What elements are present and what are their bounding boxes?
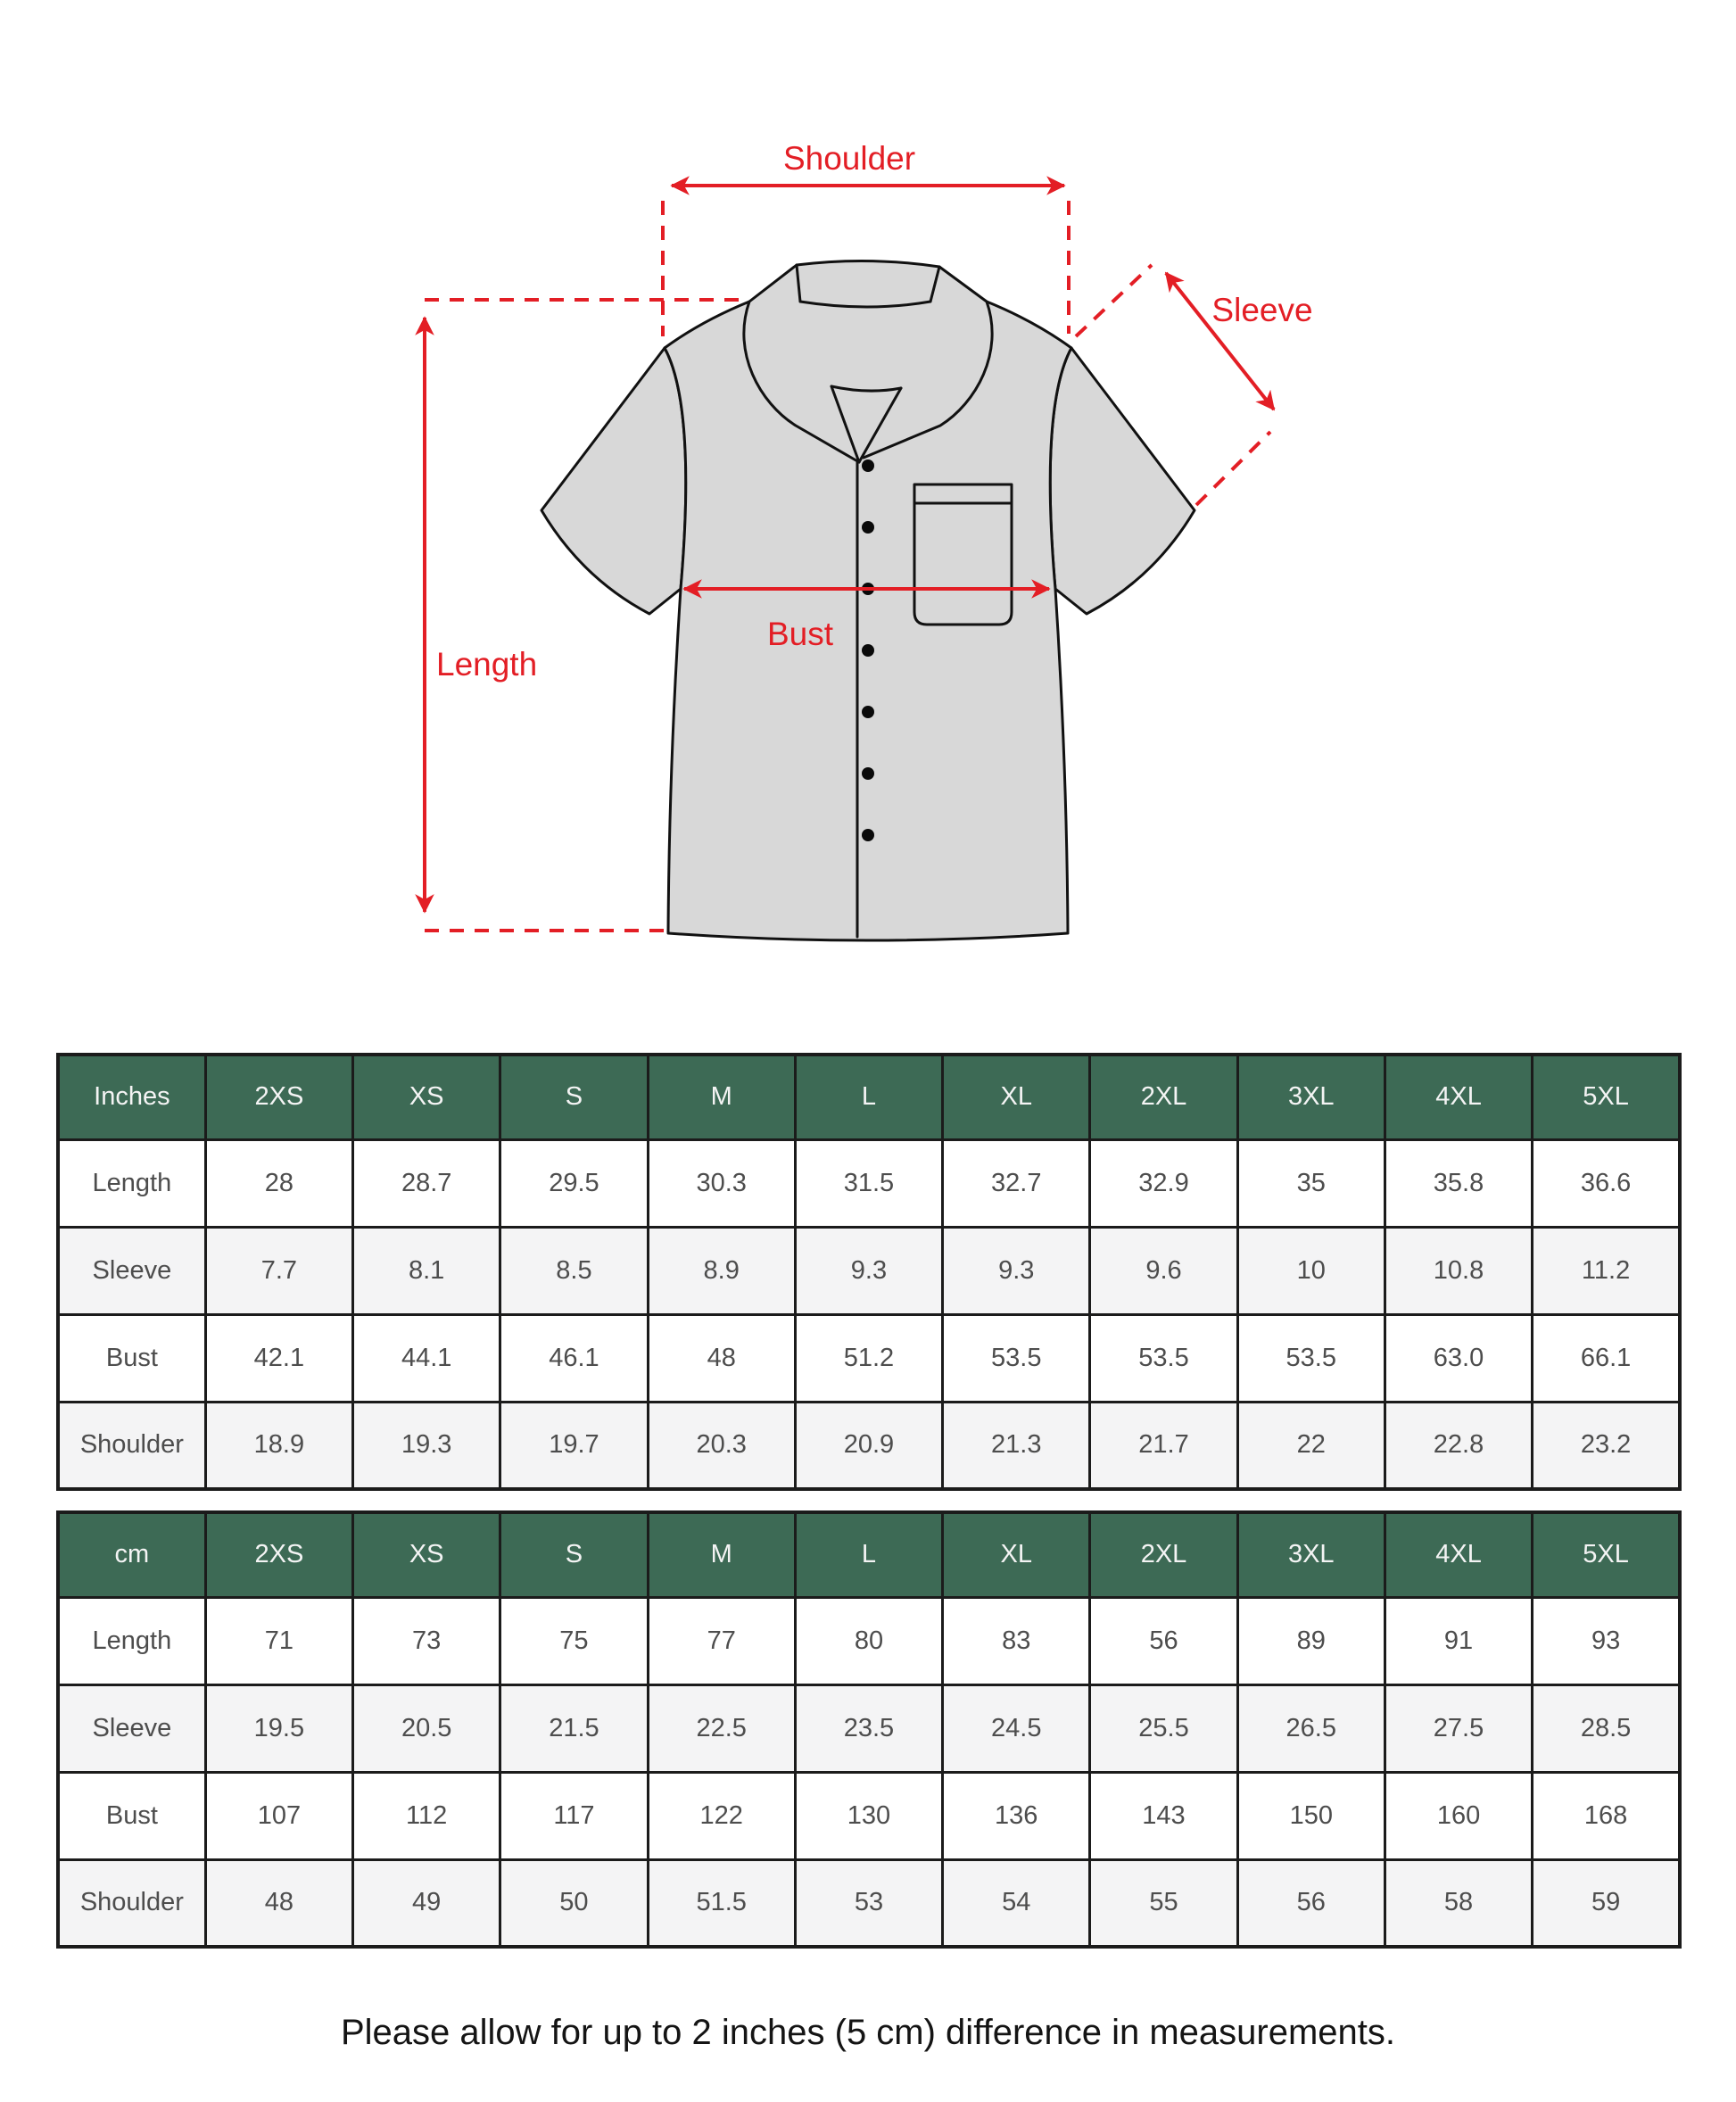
row-label-cell: Sleeve	[58, 1227, 205, 1314]
value-cell: 32.7	[943, 1139, 1090, 1227]
size-header-row	[58, 1055, 1680, 1139]
size-table-inches-header	[58, 1055, 1680, 1139]
shirt-measurement-diagram	[0, 0, 1736, 1035]
value-cell: 93	[1533, 1597, 1680, 1684]
value-cell: 8.1	[353, 1227, 500, 1314]
value-cell: 19.5	[205, 1684, 352, 1772]
value-cell: 49	[353, 1859, 500, 1947]
unit-header-cell: Inches	[58, 1055, 205, 1139]
value-cell: 55	[1090, 1859, 1237, 1947]
value-cell: 56	[1237, 1859, 1385, 1947]
value-cell: 107	[205, 1772, 352, 1859]
value-cell: 9.6	[1090, 1227, 1237, 1314]
value-cell: 32.9	[1090, 1139, 1237, 1227]
value-cell: 73	[353, 1597, 500, 1684]
value-cell: 22	[1237, 1402, 1385, 1489]
size-header-cell: 3XL	[1237, 1512, 1385, 1597]
value-cell: 30.3	[648, 1139, 795, 1227]
value-cell: 168	[1533, 1772, 1680, 1859]
value-cell: 9.3	[943, 1227, 1090, 1314]
value-cell: 91	[1385, 1597, 1532, 1684]
value-cell: 28.7	[353, 1139, 500, 1227]
shoulder-label: Shoulder	[782, 140, 916, 177]
value-cell: 18.9	[205, 1402, 352, 1489]
bust-label: Bust	[766, 616, 834, 652]
value-cell: 48	[205, 1859, 352, 1947]
shirt-right-sleeve	[1050, 348, 1195, 614]
value-cell: 48	[648, 1314, 795, 1402]
size-header-cell: 3XL	[1237, 1055, 1385, 1139]
row-label-cell: Bust	[58, 1772, 205, 1859]
value-cell: 25.5	[1090, 1684, 1237, 1772]
measurement-row	[58, 1314, 1680, 1402]
size-header-cell: M	[648, 1512, 795, 1597]
size-header-cell: 4XL	[1385, 1512, 1532, 1597]
size-header-cell: 2XS	[205, 1512, 352, 1597]
value-cell: 20.9	[795, 1402, 942, 1489]
size-header-cell: L	[795, 1055, 942, 1139]
size-header-row	[58, 1512, 1680, 1597]
value-cell: 58	[1385, 1859, 1532, 1947]
value-cell: 89	[1237, 1597, 1385, 1684]
row-label-cell: Bust	[58, 1314, 205, 1402]
size-table-cm-body	[58, 1597, 1680, 1947]
size-header-cell: 4XL	[1385, 1055, 1532, 1139]
value-cell: 51.5	[648, 1859, 795, 1947]
value-cell: 11.2	[1533, 1227, 1680, 1314]
value-cell: 117	[500, 1772, 648, 1859]
value-cell: 8.9	[648, 1227, 795, 1314]
value-cell: 136	[943, 1772, 1090, 1859]
value-cell: 54	[943, 1859, 1090, 1947]
value-cell: 24.5	[943, 1684, 1090, 1772]
measurement-row	[58, 1859, 1680, 1947]
unit-header-cell: cm	[58, 1512, 205, 1597]
measurement-row	[58, 1772, 1680, 1859]
value-cell: 10.8	[1385, 1227, 1532, 1314]
row-label-cell: Length	[58, 1139, 205, 1227]
row-label-cell: Shoulder	[58, 1402, 205, 1489]
sleeve-guide-upper	[1076, 265, 1152, 336]
value-cell: 46.1	[500, 1314, 648, 1402]
value-cell: 19.7	[500, 1402, 648, 1489]
value-cell: 59	[1533, 1859, 1680, 1947]
value-cell: 130	[795, 1772, 942, 1859]
value-cell: 19.3	[353, 1402, 500, 1489]
value-cell: 56	[1090, 1597, 1237, 1684]
value-cell: 23.2	[1533, 1402, 1680, 1489]
value-cell: 71	[205, 1597, 352, 1684]
value-cell: 150	[1237, 1772, 1385, 1859]
value-cell: 21.3	[943, 1402, 1090, 1489]
value-cell: 53.5	[1237, 1314, 1385, 1402]
value-cell: 20.3	[648, 1402, 795, 1489]
value-cell: 112	[353, 1772, 500, 1859]
value-cell: 22.8	[1385, 1402, 1532, 1489]
size-header-cell: 2XL	[1090, 1055, 1237, 1139]
value-cell: 22.5	[648, 1684, 795, 1772]
value-cell: 29.5	[500, 1139, 648, 1227]
row-label-cell: Sleeve	[58, 1684, 205, 1772]
value-cell: 63.0	[1385, 1314, 1532, 1402]
size-header-cell: S	[500, 1512, 648, 1597]
shirt-illustration	[541, 261, 1195, 940]
size-header-cell: 5XL	[1533, 1512, 1680, 1597]
size-header-cell: M	[648, 1055, 795, 1139]
row-label-cell: Shoulder	[58, 1859, 205, 1947]
size-header-cell: L	[795, 1512, 942, 1597]
sleeve-guide-lower	[1196, 432, 1270, 505]
value-cell: 35.8	[1385, 1139, 1532, 1227]
value-cell: 21.5	[500, 1684, 648, 1772]
size-header-cell: 5XL	[1533, 1055, 1680, 1139]
size-header-cell: S	[500, 1055, 648, 1139]
value-cell: 36.6	[1533, 1139, 1680, 1227]
value-cell: 53.5	[943, 1314, 1090, 1402]
row-label-cell: Length	[58, 1597, 205, 1684]
value-cell: 160	[1385, 1772, 1532, 1859]
value-cell: 53	[795, 1859, 942, 1947]
value-cell: 80	[795, 1597, 942, 1684]
measurement-row	[58, 1597, 1680, 1684]
value-cell: 9.3	[795, 1227, 942, 1314]
value-cell: 66.1	[1533, 1314, 1680, 1402]
value-cell: 28	[205, 1139, 352, 1227]
size-table-inches-body	[58, 1139, 1680, 1489]
value-cell: 26.5	[1237, 1684, 1385, 1772]
value-cell: 10	[1237, 1227, 1385, 1314]
value-cell: 143	[1090, 1772, 1237, 1859]
value-cell: 8.5	[500, 1227, 648, 1314]
value-cell: 75	[500, 1597, 648, 1684]
value-cell: 7.7	[205, 1227, 352, 1314]
value-cell: 122	[648, 1772, 795, 1859]
value-cell: 20.5	[353, 1684, 500, 1772]
size-header-cell: XL	[943, 1055, 1090, 1139]
measurement-tolerance-note: Please allow for up to 2 inches (5 cm) difference in measurements.	[340, 2013, 1396, 2052]
value-cell: 28.5	[1533, 1684, 1680, 1772]
value-cell: 35	[1237, 1139, 1385, 1227]
value-cell: 50	[500, 1859, 648, 1947]
size-table-cm	[56, 1510, 1682, 1949]
size-header-cell: XL	[943, 1512, 1090, 1597]
value-cell: 83	[943, 1597, 1090, 1684]
measurement-row	[58, 1402, 1680, 1489]
length-label: Length	[436, 646, 538, 683]
size-table-inches	[56, 1053, 1682, 1491]
value-cell: 44.1	[353, 1314, 500, 1402]
measurement-row	[58, 1227, 1680, 1314]
value-cell: 31.5	[795, 1139, 942, 1227]
sleeve-label: Sleeve	[1211, 292, 1313, 328]
value-cell: 23.5	[795, 1684, 942, 1772]
size-header-cell: 2XL	[1090, 1512, 1237, 1597]
value-cell: 42.1	[205, 1314, 352, 1402]
value-cell: 27.5	[1385, 1684, 1532, 1772]
size-header-cell: 2XS	[205, 1055, 352, 1139]
value-cell: 21.7	[1090, 1402, 1237, 1489]
measurement-row	[58, 1684, 1680, 1772]
size-header-cell: XS	[353, 1512, 500, 1597]
size-header-cell: XS	[353, 1055, 500, 1139]
shirt-left-sleeve	[541, 348, 686, 614]
size-table-cm-header	[58, 1512, 1680, 1597]
value-cell: 51.2	[795, 1314, 942, 1402]
value-cell: 77	[648, 1597, 795, 1684]
value-cell: 53.5	[1090, 1314, 1237, 1402]
measurement-row	[58, 1139, 1680, 1227]
